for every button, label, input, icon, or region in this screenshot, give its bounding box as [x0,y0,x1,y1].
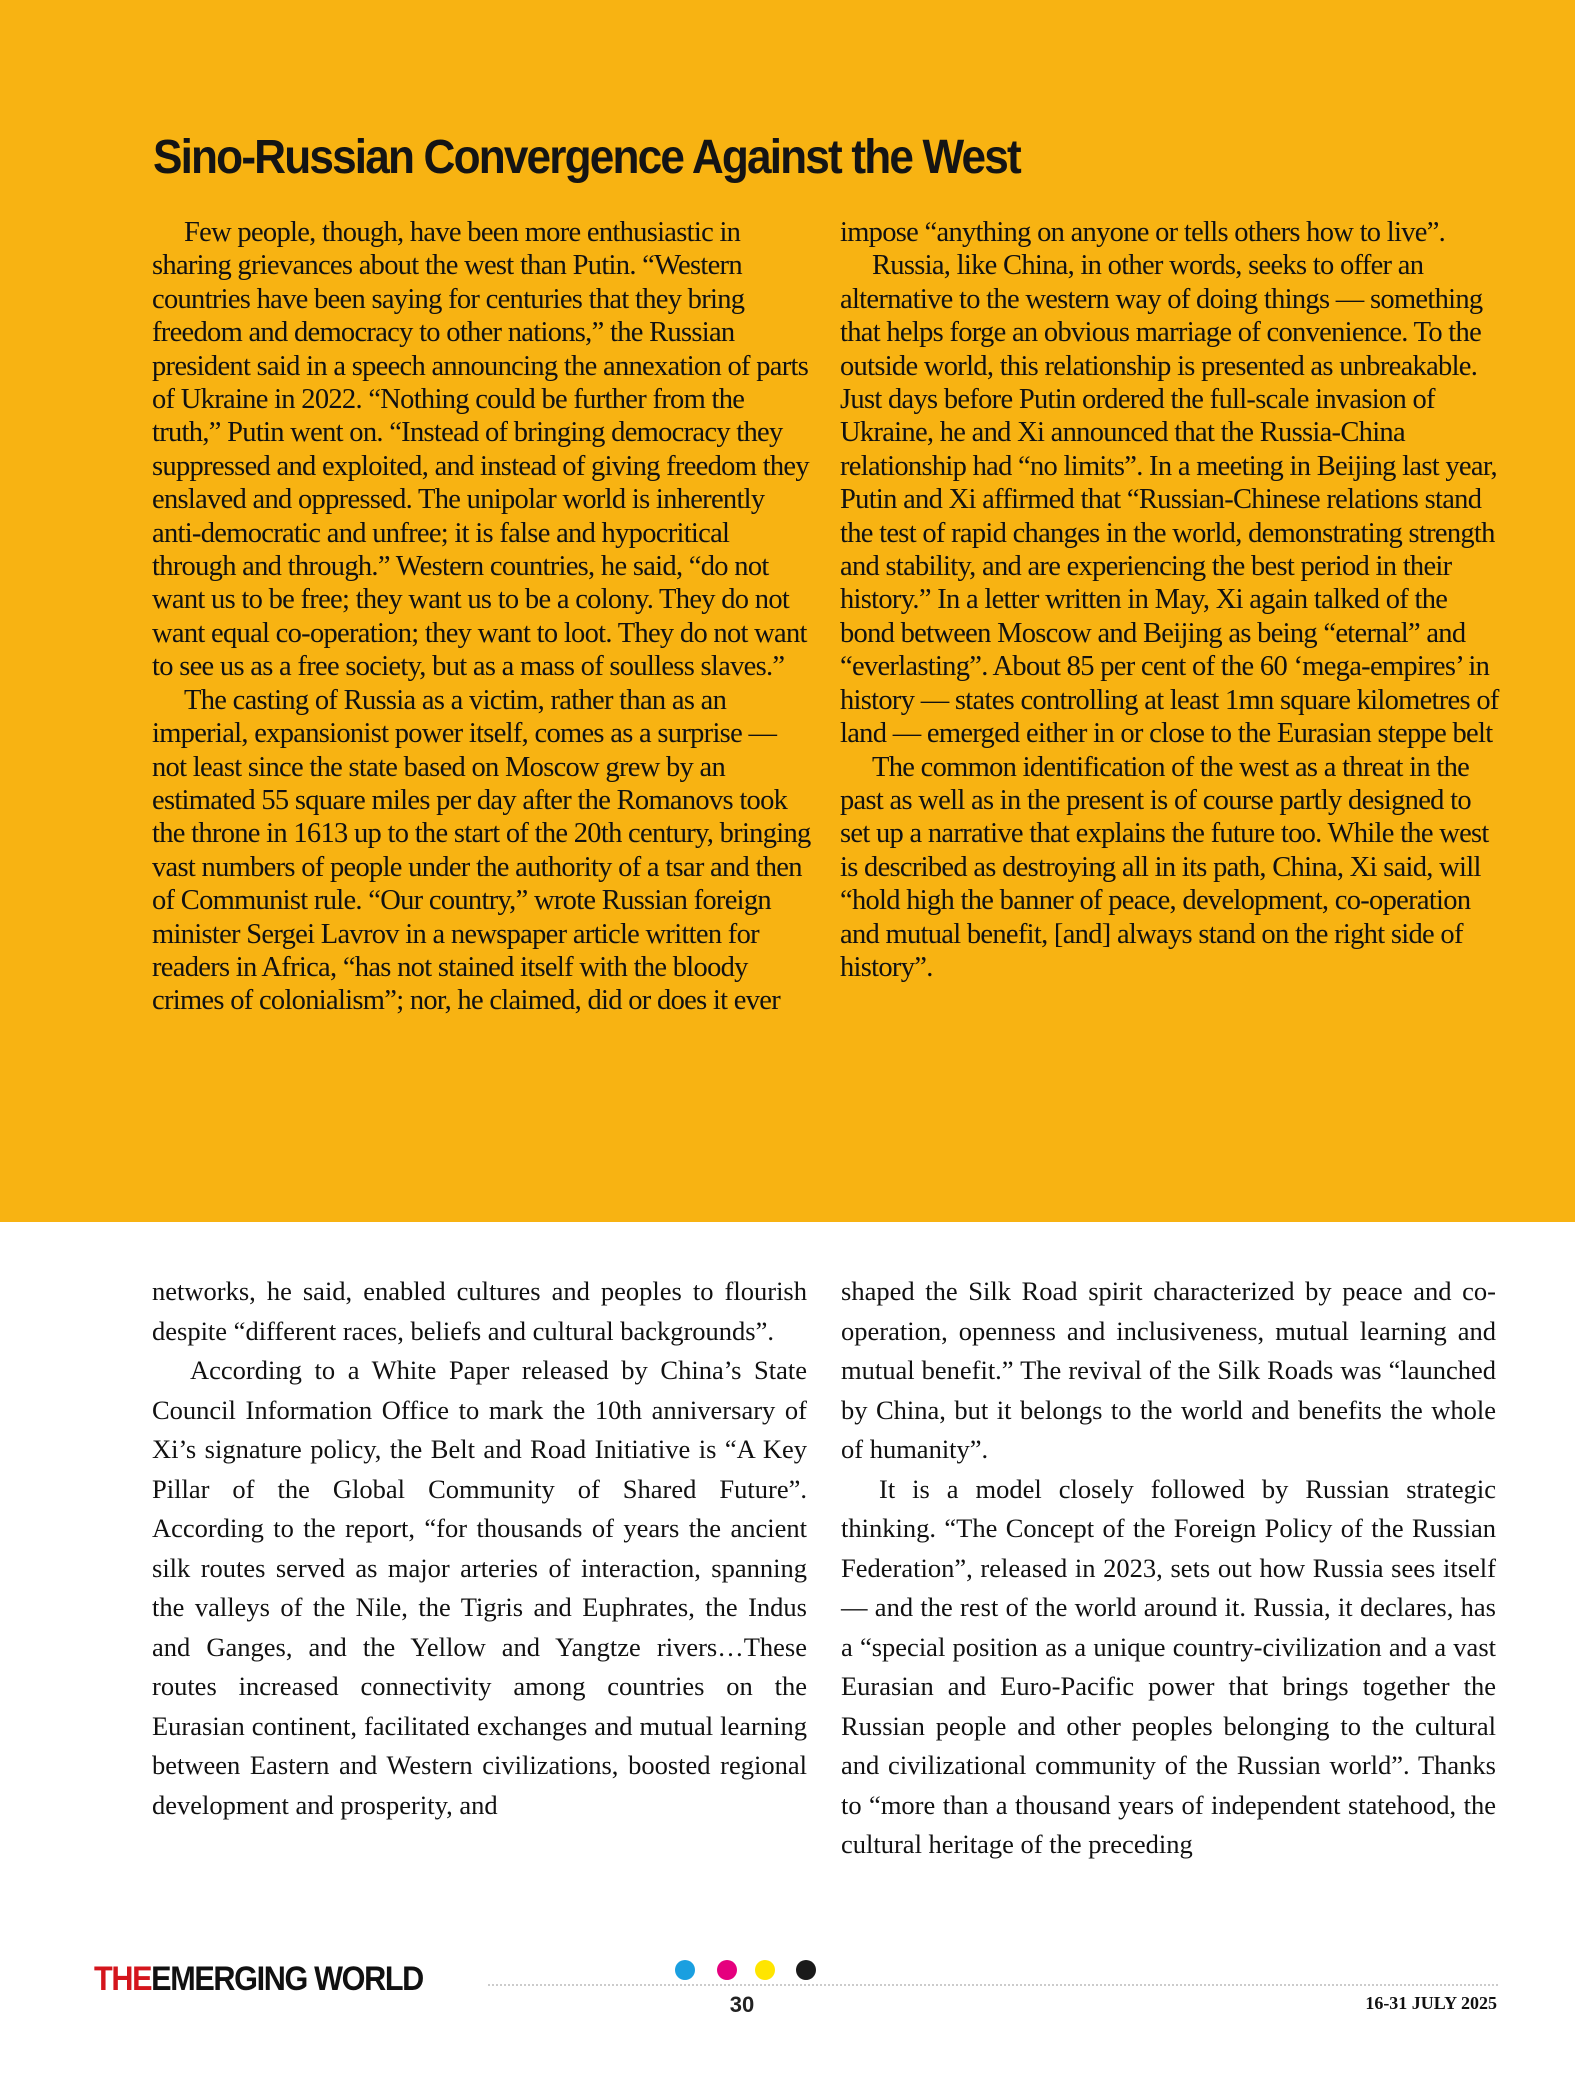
section-headline: Sino-Russian Convergence Against the West [153,131,1020,184]
box-column-left [152,216,812,1018]
logo-name: EMERGING WORLD [151,1960,423,1998]
article-paragraph: networks, he said, enabled cultures and peoples to flourish despite “different races, beliefs and cultural backgrounds”. [152,1276,807,1346]
box-paragraph: Few people, though, have been more enthusiastic in sharing grievances about the west than Putin. “Western countries have been saying for centuries that they bring freedom and democracy to other nations,” the Russian president said in a speech announcing the annexation of parts of Ukraine in 2022. “Nothing could be further from the truth,” Putin went on. “Instead of bringing democracy they suppressed and exploited, and instead of giving freedom they enslaved and oppressed. The unipolar world is inherently anti-democratic and unfree; it is false and hypocritical through and through.” Western countries, he said, “do not want us to be free; they want us to be a colony. They do not want equal co-operation; they want to loot. They do not want to see us as a free society, but as a mass of soulless slaves.” [152,217,809,683]
box-column-right [840,216,1500,984]
box-paragraph: impose “anything on anyone or tells others how to live”. [840,217,1446,248]
issue-date: 16-31 JULY 2025 [1365,1993,1497,2013]
article-paragraph: According to a White Paper released by China’s State Council Information Office to mark the 10th anniversary of Xi’s signature policy, the Belt and Road Initiative is “A Key Pillar of the Global Community of Shared Future”. According to the report, “for thousands of years the ancient silk routes served as major arteries of interaction, spanning the valleys of the Nile, the Tigris and Euphrates, the Indus and Ganges, and the Yellow and Yangtze rivers…These routes increased connectivity among countries on the Eurasian continent, facilitated exchanges and mutual learning between Eastern and Western civilizations, boosted regional development and prosperity, and [152,1355,807,1820]
page-number: 30 [729,1992,755,2017]
box-paragraph: The common identification of the west as a threat in the past as well as in the present is of course partly designed to set up a narrative that explains the future too. While the west is described as destroying all in its path, China, Xi said, will “hold high the banner of peace, development, co-operation and mutual benefit, [and] always stand on the right side of history”. [840,751,1489,983]
publication-logo [94,1960,423,1999]
article-column-left [152,1272,807,1825]
registration-dot-yellow [755,1960,775,1980]
registration-dot-cyan [675,1960,695,1980]
article-paragraph: It is a model closely followed by Russian strategic thinking. “The Concept of the Foreign Policy of the Russian Federation”, released in 2023, sets out how Russia sees itself — and the rest of the world around it. Russia, it declares, has a “special position as a unique country-civilization and a vast Eurasian and Euro-Pacific power that brings together the Russian people and other peoples belonging to the cultural and civilizational community of the Russian world”. Thanks to “more than a thousand years of independent statehood, the cultural heritage of the preceding [841,1473,1496,1859]
logo-the: THE [94,1960,152,1998]
footer-divider [488,1984,1498,1986]
box-paragraph: The casting of Russia as a victim, rather than as an imperial, expansionist power itself, comes as a surprise — not least since the state based on Moscow grew by an estimated 55 square miles per day after the Romanovs took the throne in 1613 up to the start of the 20th century, bringing vast numbers of people under the authority of a tsar and then of Communist rule. “Our country,” wrote Russian foreign minister Sergei Lavrov in a newspaper article written for readers in Africa, “has not stained itself with the bloody crimes of colonialism”; nor, he claimed, did or does it ever [152,684,811,1017]
article-paragraph: shaped the Silk Road spirit characterized by peace and co-operation, openness and inclusiveness, mutual learning and mutual benefit.” The revival of the Silk Roads was “launched by China, but it belongs to the world and benefits the whole of humanity”. [841,1276,1496,1464]
box-paragraph: Russia, like China, in other words, seeks to offer an alternative to the western way of doing things — something that helps forge an obvious marriage of convenience. To the outside world, this relationship is presented as unbreakable. Just days before Putin ordered the full-scale invasion of Ukraine, he and Xi announced that the Russia-China relationship had “no limits”. In a meeting in Beijing last year, Putin and Xi affirmed that “Russian-Chinese relations stand the test of rapid changes in the world, demonstrating strength and stability, and are experiencing the best period in their history.” In a letter written in May, Xi again talked of the bond between Moscow and Beijing as being “eternal” and “everlasting”. About 85 per cent of the 60 ‘mega-empires’ in history — states controlling at least 1mn square kilometres of land — emerged either in or close to the Eurasian steppe belt [840,250,1499,750]
registration-dot-magenta [717,1960,737,1980]
article-column-right [841,1272,1496,1865]
registration-dot-black [796,1960,816,1980]
